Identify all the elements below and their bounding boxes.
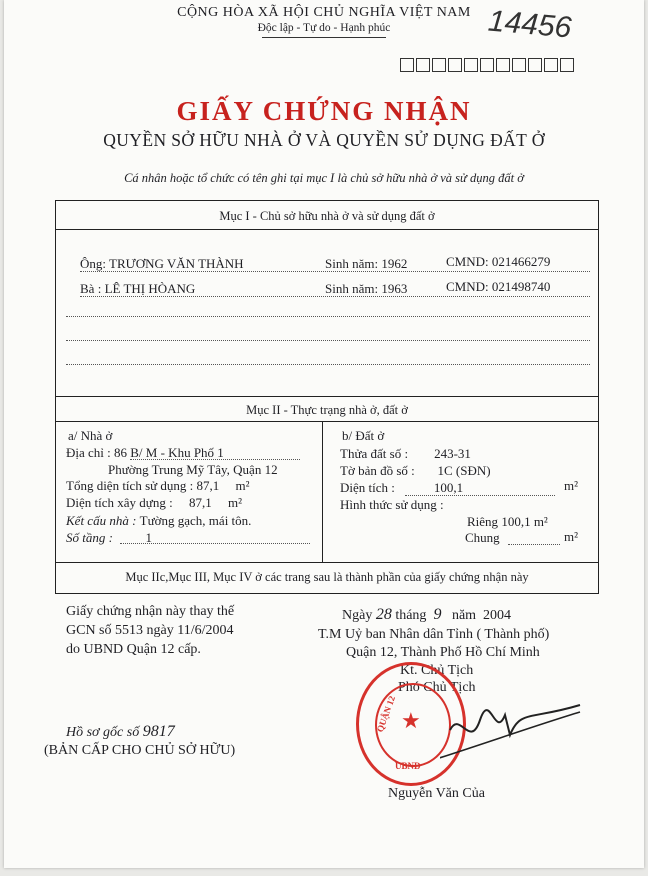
column-divider [322,421,323,562]
dotted-line [405,495,555,496]
dotted-line [130,459,300,460]
dotted-line [80,271,590,272]
signing-org-1: T.M Uỷ ban Nhân dân Tỉnh ( Thành phố) [318,627,550,642]
house-address: Địa chỉ : 86 B/ M - Khu Phố 1 [66,445,224,460]
land-label: b/ Đất ở [342,428,385,443]
motto-underline [262,37,386,38]
intro-text: Cá nhân hoặc tổ chức có tên ghi tại mục I là chủ sở hữu nhà ở và sử dụng đất ở [124,171,524,185]
house-label: a/ Nhà ở [68,428,113,443]
owner-1-name: TRƯƠNG VĂN THÀNH [109,256,244,271]
owner-1-id: CMND: 021466279 [446,254,551,269]
motto: Độc lập - Tự do - Hạnh phúc [257,22,391,34]
signing-role: Phó Chủ Tịch [398,680,476,695]
land-area-unit: m² [564,478,579,493]
owner-2-id: CMND: 021498740 [446,279,551,294]
house-usage-area: Tổng diện tích sử dụng : 87,1 m² [66,478,250,493]
signer-name: Nguyễn Văn Của [388,786,485,801]
land-private: Riêng 100,1 m² [467,514,548,529]
dotted-line [80,296,590,297]
divider [55,421,599,422]
owner-1-birth: Sinh năm: 1962 [325,256,408,271]
owner-2-prefix: Bà : [80,281,105,296]
continuation-note: Mục IIc,Mục III, Mục IV ở các trang sau là thành phần của giấy chứng nhận này [125,570,529,584]
owner-1-prefix: Ông: [80,256,110,271]
seal-text-bottom: UBND [395,761,421,771]
house-address-ward: Phường Trung Mỹ Tây, Quận 12 [108,462,278,477]
owner-1-line [80,256,244,272]
house-built-area: Diện tích xây dựng : 87,1 m² [66,495,242,510]
replace-line-1: Giấy chứng nhận này thay thế [66,604,235,619]
dotted-line [66,340,590,341]
dotted-line [120,543,310,544]
copy-note: (BẢN CẤP CHO CHỦ SỞ HỮU) [44,743,236,758]
nation-header: CỘNG HÒA XÃ HỘI CHỦ NGHĨA VIỆT NAM [177,5,471,20]
serial-number-boxes [400,58,576,72]
house-structure: Kết cấu nhà : Tường gạch, mái tôn. [66,513,252,528]
dotted-line [66,316,590,317]
house-floors: Số tầng : 1 [66,530,152,545]
land-map: Tờ bản đồ số : 1C (SĐN) [340,463,491,478]
section-1-heading: Mục I - Chủ sở hữu nhà ở và sử dụng đất ở [219,209,435,223]
section-2-heading: Mục II - Thực trạng nhà ở, đất ở [246,403,408,417]
owner-2-name: LÊ THỊ HÒANG [104,281,196,296]
document-title: GIẤY CHỨNG NHẬN [176,96,472,126]
land-common-unit: m² [564,529,579,544]
land-common: Chung [465,530,500,545]
divider [55,229,599,230]
file-number: Hồ sơ gốc số 9817 [66,723,175,740]
land-plot: Thửa đất số : 243-31 [340,446,471,461]
dotted-line [66,364,590,365]
signing-kt: Kt. Chủ Tịch [400,663,474,678]
seal-text: QUẬN 12 [374,694,398,734]
divider [55,562,599,563]
replace-line-3: do UBND Quận 12 cấp. [66,642,201,657]
land-area: Diện tích : 100,1 [340,480,464,495]
replace-line-2: GCN số 5513 ngày 11/6/2004 [66,623,234,638]
dotted-line [508,544,560,545]
owner-2-line [80,281,195,297]
signing-date: Ngày 28 tháng 9 năm 2004 [342,606,512,623]
signing-org-2: Quận 12, Thành Phố Hồ Chí Minh [346,645,540,660]
divider [55,396,599,397]
signature [440,690,590,790]
star-icon: ★ [401,709,421,734]
land-use-form: Hình thức sử dụng : [340,497,444,512]
owner-2-birth: Sinh năm: 1963 [325,281,408,296]
handwritten-serial: 14456 [486,4,573,45]
document-subtitle: QUYỀN SỞ HỮU NHÀ Ở VÀ QUYỀN SỬ DỤNG ĐẤT Ở [103,130,545,150]
